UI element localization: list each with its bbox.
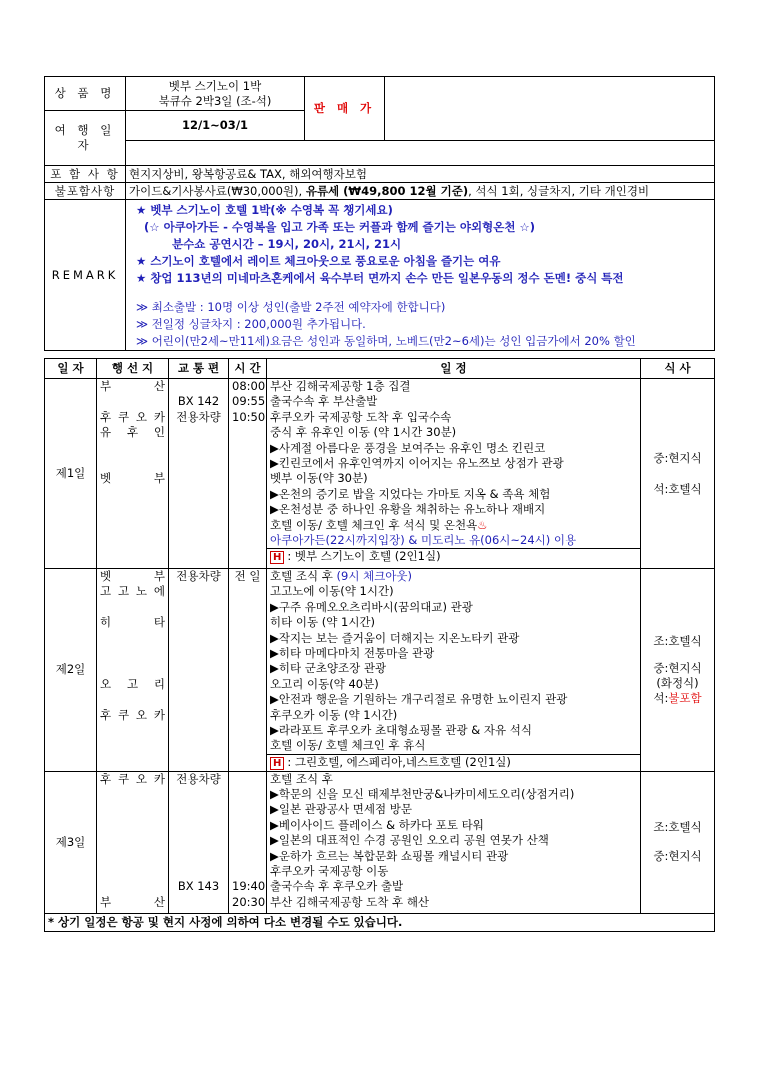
- remark-note: ≫ 최소출발 : 10명 이상 성인(출발 2주전 예약자에 한합니다): [136, 300, 446, 314]
- header-meal: 식 사: [641, 359, 715, 379]
- itinerary-item: 호텔 조식 후: [270, 771, 333, 786]
- time: 20:30: [232, 894, 266, 909]
- remark-line: ★ 스기노이 호텔에서 레이트 체크아웃으로 풍요로운 아침을 즐기는 여유: [136, 254, 501, 268]
- remark-note: ≫ 어린이(만2세~만11세)요금은 성인과 동일하며, 노베드(만2~6세)는 성인 입금가에서 20% 할인: [136, 334, 636, 348]
- place: [100, 394, 165, 409]
- itinerary-item: 부산 김해국제공항 1층 집결: [270, 379, 411, 393]
- exclude-label: 불포함사항: [45, 183, 126, 200]
- exclude-pre: 가이드&기사봉사료(₩30,000원),: [129, 183, 306, 198]
- remark-line: ★ 창업 113년의 미네마츠혼케에서 육수부터 면까지 손수 만든 일본우동의 정수 돈멘! 중식 특전: [136, 271, 624, 285]
- itinerary-item: 후쿠오카 국제공항 도착 후 입국수속: [270, 409, 452, 424]
- footnote: * 상기 일정은 항공 및 현지 사정에 의하여 다소 변경될 수도 있습니다.: [45, 913, 715, 931]
- itinerary-item: 중식 후 유후인 이동 (약 1시간 30분): [270, 425, 457, 440]
- hotel-name: : 그린호텔, 에스페리아,네스트호텔 (2인1실): [287, 754, 511, 769]
- remark-line: 분수쇼 공연시간 – 19시, 20시, 21시, 21시: [172, 237, 402, 251]
- date-value: 12/1~03/1: [126, 111, 305, 141]
- time: 09:55: [232, 394, 266, 409]
- day2-times: [229, 569, 267, 772]
- itinerary-item: 후쿠오카 이동 (약 1시간): [270, 707, 398, 722]
- product-info-table: [44, 76, 715, 351]
- remark-line: (☆ 아쿠아가든 - 수영복을 입고 가족 또는 커플과 함께 즐기는 야외형온천 ☆): [144, 220, 535, 234]
- place: 후 쿠 오 카: [100, 409, 165, 424]
- meal: [644, 691, 711, 706]
- day3-itinerary: [267, 771, 641, 913]
- itinerary-item: 호텔 이동/ 호텔 체크인 후 휴식: [270, 738, 426, 753]
- flight-number: BX 143: [177, 879, 220, 894]
- itinerary-item: [270, 569, 637, 584]
- remark-label: REMARK: [45, 200, 126, 351]
- itinerary-item: ▶일본 관광공사 면세점 방문: [270, 802, 413, 817]
- itinerary-item: 오고리 이동(약 40분): [270, 676, 379, 691]
- header-time: 시 간: [229, 359, 267, 379]
- itinerary-item: 히타 이동 (약 1시간): [270, 615, 376, 630]
- itinerary-item: ▶히타 군초양조장 관광: [270, 661, 387, 676]
- itinerary-item: ▶일본의 대표적인 수경 공원인 오오리 공원 연못가 산책: [270, 833, 549, 848]
- day-label: 제2일: [45, 569, 97, 772]
- itinerary-item: ▶구주 유메오오츠리바시(꿈의대교) 관광: [270, 599, 473, 614]
- time: 08:00: [232, 379, 266, 393]
- day1-itinerary: [267, 379, 641, 569]
- place: 벳 부: [100, 471, 165, 486]
- meal: 석:호텔식: [653, 481, 702, 496]
- transport-mode: 전용차량: [176, 771, 221, 786]
- day1-places: [97, 379, 169, 569]
- header-place: 행 선 지: [97, 359, 169, 379]
- remark-note: ≫ 전일정 싱글차지 : 200,000원 추가됩니다.: [136, 317, 366, 331]
- place: 히 타: [100, 615, 165, 630]
- exclude-fuel: 유류세 (₩49,800 12월 기준): [305, 183, 469, 198]
- flight-number: BX 142: [177, 394, 220, 409]
- meal-label: 석:: [653, 690, 669, 705]
- itinerary-item: ▶운하가 흐르는 복합문화 쇼핑몰 캐널시티 관광: [270, 848, 509, 863]
- itinerary-item: 아쿠아가든(22시까지입장) & 미도리노 유(06시~24시) 이용: [270, 532, 577, 547]
- exclude-post: , 석식 1회, 싱글차지, 기타 개인경비: [468, 183, 650, 198]
- place: 후 쿠 오 카: [100, 707, 165, 722]
- product-name-line1: 벳부 스기노이 1박: [168, 78, 262, 93]
- meal: 조:호텔식: [653, 820, 702, 835]
- place: 벳 부: [100, 569, 165, 583]
- meal: 중:현지식: [653, 849, 702, 864]
- day-label: 제1일: [45, 379, 97, 569]
- product-name: [126, 77, 305, 111]
- itinerary-item: ▶작지는 보는 즐거움이 더해지는 지온노타키 관광: [270, 630, 520, 645]
- day2-hotel: [267, 754, 640, 771]
- itinerary-item: ▶히타 마메다마치 전통마을 관광: [270, 645, 435, 660]
- hot-spring-icon: ♨: [477, 517, 488, 532]
- place: 고 고 노 에: [100, 584, 165, 599]
- itinerary-item: ▶사계절 아름다운 풍경을 보여주는 유후인 명소 킨린코: [270, 440, 546, 455]
- transport-mode: 전용차량: [176, 409, 221, 424]
- price-label: 판 매 가: [305, 77, 385, 141]
- itinerary-table: [44, 358, 715, 932]
- itinerary-item: ▶킨린코에서 유후인역까지 이어지는 유노쯔보 상점가 관광: [270, 455, 564, 470]
- itinerary-item: ▶학문의 신을 모신 태제부천만궁&나카미세도오리(상점거리): [270, 787, 575, 802]
- remark-content: [126, 200, 715, 351]
- checkout-note: (9시 체크아웃): [336, 569, 413, 583]
- header-itinerary: 일 정: [267, 359, 641, 379]
- meal: 중:현지식: [653, 660, 702, 675]
- hotel-icon: H: [270, 757, 284, 770]
- itinerary-item: 출국수속 후 부산출발: [270, 394, 378, 409]
- itinerary-item: ▶온천성분 중 하나인 유황을 채취하는 유노하나 재배지: [270, 502, 546, 517]
- day1-times: [229, 379, 267, 569]
- transport-mode: 전용차량: [176, 569, 221, 583]
- day2-transport: [169, 569, 229, 772]
- remark-line: ★ 벳부 스기노이 호텔 1박(※ 수영복 꼭 챙기세요): [136, 203, 393, 217]
- itinerary-item: 고고노에 이동(약 1시간): [270, 584, 394, 599]
- place: 부 산: [100, 379, 165, 393]
- itinerary-item: 후쿠오카 국제공항 이동: [270, 864, 389, 879]
- itinerary-item: 출국수속 후 후쿠오카 출발: [270, 879, 404, 894]
- day3-times: [229, 771, 267, 913]
- price-value: [385, 77, 715, 141]
- product-name-line2: 북큐슈 2박3일 (조-석): [158, 93, 272, 108]
- day2-itinerary: [267, 569, 641, 772]
- itinerary-item: 부산 김해국제공항 도착 후 해산: [270, 894, 430, 909]
- day3-places: [97, 771, 169, 913]
- exclude-value: [126, 183, 715, 200]
- time: 10:50: [232, 409, 266, 424]
- meal: 조:호텔식: [653, 633, 702, 648]
- itinerary-item: ▶베이사이드 플레이스 & 하카다 포토 타워: [270, 817, 484, 832]
- time: 19:40: [232, 879, 266, 894]
- include-value: 현지지상비, 왕복항공료& TAX, 해외여행자보험: [126, 166, 715, 183]
- itinerary-item: ▶온천의 증기로 밥을 지었다는 가마토 지옥 & 족욕 체험: [270, 486, 551, 501]
- itinerary-text: 호텔 조식 후: [270, 569, 337, 583]
- day2-meals: [641, 569, 715, 772]
- itinerary-item: ▶라라포트 후쿠오카 초대형쇼핑몰 관광 & 자유 석식: [270, 722, 532, 737]
- meal: (화정식): [656, 675, 699, 690]
- day1-meals: [641, 379, 715, 569]
- day1-transport: [169, 379, 229, 569]
- meal: 중:현지식: [653, 450, 702, 465]
- date-extra: [126, 141, 715, 166]
- header-transport: 교 통 편: [169, 359, 229, 379]
- include-label: 포 함 사 항: [45, 166, 126, 183]
- itinerary-item: [270, 518, 637, 533]
- date-label: 여 행 일 자: [45, 111, 126, 166]
- itinerary-text: 호텔 이동/ 호텔 체크인 후 석식 및 온천욕: [270, 517, 478, 532]
- hotel-icon: H: [270, 551, 284, 564]
- place: 유 후 인: [100, 425, 165, 440]
- day3-transport: [169, 771, 229, 913]
- header-day: 일 자: [45, 359, 97, 379]
- place: 오 고 리: [100, 676, 165, 691]
- day1-hotel: [267, 548, 640, 565]
- place: 후 쿠 오 카: [100, 771, 165, 786]
- day2-places: [97, 569, 169, 772]
- place: 부 산: [100, 894, 165, 909]
- hotel-name: : 벳부 스기노이 호텔 (2인1실): [287, 549, 441, 564]
- meal-excluded: 불포함: [668, 690, 702, 705]
- product-label: 상 품 명: [45, 77, 126, 111]
- time: 전 일: [234, 569, 261, 583]
- day3-meals: [641, 771, 715, 913]
- itinerary-item: ▶안전과 행운을 기원하는 개구리절로 유명한 뇨이린지 관광: [270, 692, 568, 707]
- day-label: 제3일: [45, 771, 97, 913]
- itinerary-item: 벳부 이동(약 30분): [270, 471, 368, 486]
